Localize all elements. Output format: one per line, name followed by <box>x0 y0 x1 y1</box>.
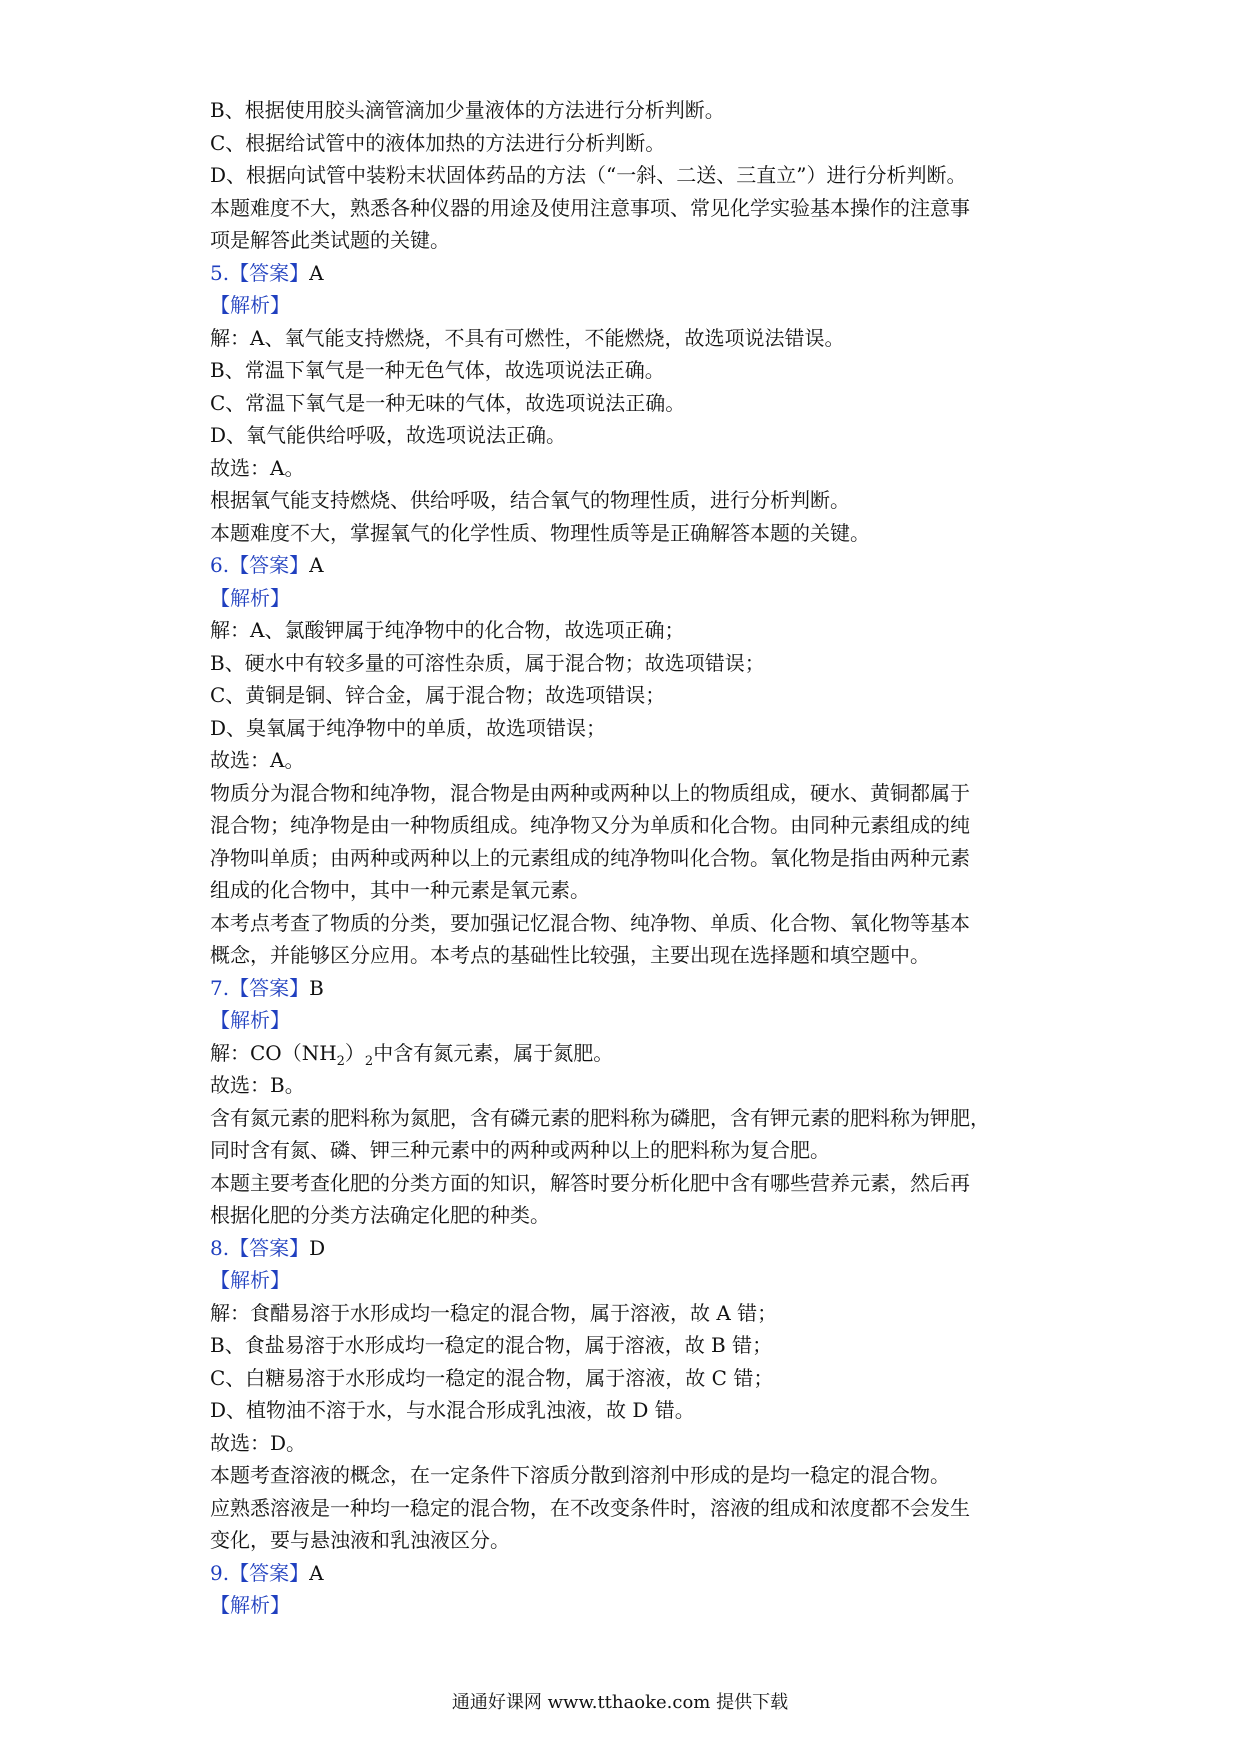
answer-heading: 6.【答案】 <box>210 553 310 577</box>
text-line: C、白糖易溶于水形成均一稳定的混合物，属于溶液，故 C 错； <box>210 1365 774 1390</box>
answer-line-9 <box>210 1557 1050 1590</box>
answer-value: A <box>309 1560 324 1585</box>
text-line: 概念，并能够区分应用。本考点的基础性比较强，主要出现在选择题和填空题中。 <box>210 943 930 967</box>
analysis-heading: 【解析】 <box>210 1593 290 1617</box>
text-line: C、根据给试管中的液体加热的方法进行分析判断。 <box>210 130 666 155</box>
text-line: 根据化肥的分类方法确定化肥的种类。 <box>210 1203 550 1227</box>
text-line: 变化，要与悬浊液和乳浊液区分。 <box>210 1528 510 1552</box>
answer-line-6 <box>210 549 1050 582</box>
text-line: 组成的化合物中，其中一种元素是氧元素。 <box>210 878 590 902</box>
text-line: 净物叫单质；由两种或两种以上的元素组成的纯净物叫化合物。氧化物是指由两种元素 <box>210 845 970 870</box>
text-line: B、常温下氧气是一种无色气体，故选项说法正确。 <box>210 358 665 382</box>
text-line: 本题难度不大，熟悉各种仪器的用途及使用注意事项、常见化学实验基本操作的注意事 <box>210 195 970 220</box>
text-line: 物质分为混合物和纯净物，混合物是由两种或两种以上的物质组成，硬水、黄铜都属于 <box>210 780 970 805</box>
text-line: 同时含有氮、磷、钾三种元素中的两种或两种以上的肥料称为复合肥。 <box>210 1138 830 1162</box>
answer-value: D <box>309 1235 326 1260</box>
answer-line-8 <box>210 1232 1050 1265</box>
answer-heading: 5.【答案】 <box>210 260 310 285</box>
text-line: 解：A、氯酸钾属于纯净物中的化合物，故选项正确； <box>210 618 685 642</box>
text-line: 根据氧气能支持燃烧、供给呼吸，结合氧气的物理性质，进行分析判断。 <box>210 488 850 512</box>
text-line: C、常温下氧气是一种无味的气体，故选项说法正确。 <box>210 390 686 415</box>
analysis-heading: 【解析】 <box>210 1008 290 1032</box>
text-line: D、氧气能供给呼吸，故选项说法正确。 <box>210 423 567 447</box>
text-line: D、臭氧属于纯净物中的单质，故选项错误； <box>210 715 607 740</box>
text-line: 混合物；纯净物是由一种物质组成。纯净物又分为单质和化合物。由同种元素组成的纯 <box>210 813 970 837</box>
text-line: 含有氮元素的肥料称为氮肥，含有磷元素的肥料称为磷肥，含有钾元素的肥料称为钾肥， <box>210 1105 990 1130</box>
text-line: 故选：A。 <box>210 748 305 772</box>
text-line: 本题主要考查化肥的分类方面的知识，解答时要分析化肥中含有哪些营养元素，然后再 <box>210 1170 970 1195</box>
answer-value: A <box>309 260 324 285</box>
text-line: 故选：B。 <box>210 1073 305 1097</box>
analysis-heading: 【解析】 <box>210 585 290 610</box>
page-content <box>210 94 1050 1622</box>
formula-line <box>210 1037 1050 1070</box>
subscript: 2 <box>364 1053 374 1069</box>
text-line: 解：食醋易溶于水形成均一稳定的混合物，属于溶液，故 A 错； <box>210 1300 778 1325</box>
text-line: 故选：A。 <box>210 455 305 480</box>
text-line: 故选：D。 <box>210 1430 307 1455</box>
answer-heading: 8.【答案】 <box>210 1235 310 1260</box>
text-line: B、硬水中有较多量的可溶性杂质，属于混合物；故选项错误； <box>210 650 765 675</box>
formula-bracket: ） <box>344 1040 365 1065</box>
page-footer: 通通好课网 www.tthaoke.com 提供下载 <box>451 1692 789 1713</box>
analysis-heading: 【解析】 <box>210 1268 290 1292</box>
answer-value: A <box>309 553 324 577</box>
text-line: C、黄铜是铜、锌合金，属于混合物；故选项错误； <box>210 683 666 707</box>
formula-prefix: 解：CO（NH <box>210 1040 337 1065</box>
answer-line-5 <box>210 257 1050 290</box>
text-line: D、植物油不溶于水，与水混合形成乳浊液，故 D 错。 <box>210 1398 695 1422</box>
text-line: B、根据使用胶头滴管滴加少量液体的方法进行分析判断。 <box>210 98 725 122</box>
formula-suffix: 中含有氮元素，属于氮肥。 <box>373 1040 614 1065</box>
text-line: 解：A、氧气能支持燃烧，不具有可燃性，不能燃烧，故选项说法错误。 <box>210 325 845 350</box>
answer-heading: 9.【答案】 <box>210 1560 310 1585</box>
text-line: 本题考查溶液的概念，在一定条件下溶质分散到溶剂中形成的是均一稳定的混合物。 <box>210 1463 950 1487</box>
text-line: 项是解答此类试题的关键。 <box>210 228 450 252</box>
answer-heading: 7.【答案】 <box>210 975 310 1000</box>
answer-line-7 <box>210 972 1050 1005</box>
text-line: D、根据向试管中装粉末状固体药品的方法（“一斜、二送、三直立”）进行分析判断。 <box>210 163 967 187</box>
text-line: 应熟悉溶液是一种均一稳定的混合物，在不改变条件时，溶液的组成和浓度都不会发生 <box>210 1495 970 1520</box>
analysis-heading: 【解析】 <box>210 293 290 317</box>
text-line: 本题难度不大，掌握氧气的化学性质、物理性质等是正确解答本题的关键。 <box>210 520 870 545</box>
text-line: B、食盐易溶于水形成均一稳定的混合物，属于溶液，故 B 错； <box>210 1333 773 1357</box>
text-line: 本考点考查了物质的分类，要加强记忆混合物、纯净物、单质、化合物、氧化物等基本 <box>210 910 970 935</box>
subscript: 2 <box>336 1053 345 1069</box>
answer-value: B <box>309 975 324 1000</box>
